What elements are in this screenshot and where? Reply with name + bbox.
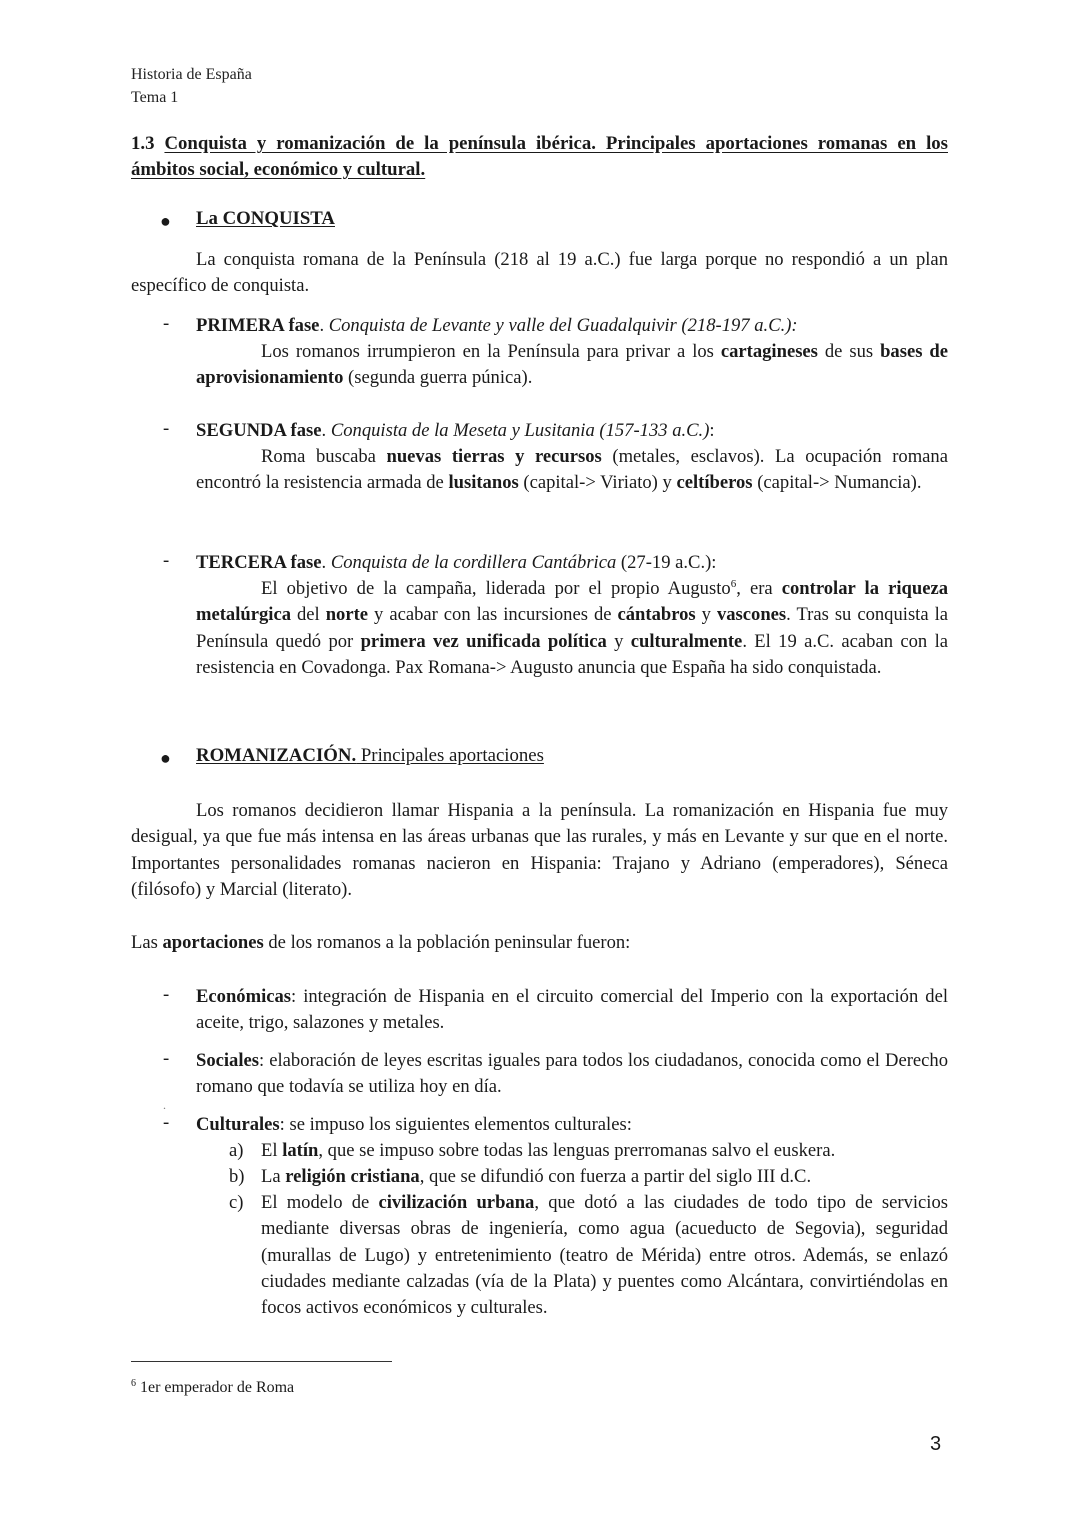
conquista-heading [196,208,335,230]
romanizacion-paragraph: Los romanos decidieron llamar Hispania a la península. La romanización en Hispania fue muy desigual, ya que fue más intensa en las áreas urbanas que las rurales, y más en Levante y sur que en el norte. Importantes personalidades romanas nacieron en Hispania: Trajano y Adriano (emperadores), Séneca (filósofo) y Marcial (literato). [131,800,948,900]
phase-1-subtitle: Conquista de Levante y valle del Guadalquivir (218-197 a.C.): [328,315,798,336]
phase-3-label: TERCERA fase [196,552,322,573]
dash-marker: - [163,1048,170,1069]
aportacion-economicas: Económicas: integración de Hispania en el circuito comercial del Imperio con la exportación del aceite, trigo, salazones y metales. [196,986,948,1034]
subitem-civilizacion: El modelo de civilización urbana, que dotó a las ciudades de todo tipo de servicios mediante diversas obras de ingeniería, como agua (acueducto de Segovia), seguridad (murallas de Lugo) y entretenimiento (teatro de Mérida) entre otros. Además, se enlazó ciudades mediante calzadas (vía de la Plata) y puentes como Alcántara, convirtiéndolas en focos activos económicos y culturales. [261,1192,949,1319]
phase-1-label: PRIMERA fase [196,315,320,336]
subitem-marker-c: c) [229,1192,244,1213]
dash-marker: - [163,984,170,1005]
subitem-latin: El latín, que se impuso sobre todas las lenguas prerromanas salvo el euskera. [261,1140,836,1161]
dash-marker: - [163,1112,170,1133]
section-title-text: Conquista y romanización de la península ibérica. Principales aportaciones romanas en los ámbitos social, económico y cultural. [131,133,948,180]
footnote [131,1374,294,1398]
footnote-ref[interactable]: 6 [730,578,737,590]
phase-2-subtitle: Conquista de la Meseta y Lusitania (157-133 a.C.) [330,420,710,441]
phase-2-text: Roma buscaba nuevas tierras y recursos (metales, esclavos). La ocupación romana encontró la resistencia armada de lusitanos (capital-> Viriato) y celtíberos (capital-> Numancia). [196,446,948,494]
footnote-text: 1er emperador de Roma [136,1379,295,1396]
phase-1-text: Los romanos irrumpieron en la Península para privar a los cartagineses de sus bases de aprovisionamiento (segunda guerra púnica). [196,341,948,389]
dash-marker: - [163,550,170,571]
romanizacion-heading [196,745,544,767]
aportacion-sociales: Sociales: elaboración de leyes escritas iguales para todos los ciudadanos, conocida como el Derecho romano que todavía se utiliza hoy en día. [196,1050,948,1098]
section-number: 1.3 [131,133,155,154]
romanizacion-heading-bold: ROMANIZACIÓN. [196,745,357,766]
subitem-religion: La religión cristiana, que se difundió con fuerza a partir del siglo III d.C. [261,1166,812,1187]
subitem-marker-a: a) [229,1140,244,1161]
page-number: 3 [930,1433,942,1455]
conquista-intro: La conquista romana de la Península (218 al 19 a.C.) fue larga porque no respondió a un plan específico de conquista. [131,249,948,297]
phase-3-text: El objetivo de la campaña, liderada por el propio Augusto$^6$, era controlar la riqueza metalúrgica del norte y acabar con las incursiones de cántabros y vascones. Tras su conquista la Península quedó por primera vez unificada política y culturalmente. El 19 a.C. acaban con la resistencia en Covadonga. Pax Romana-> Augusto anuncia que España ha sido conquistada. [196,578,949,678]
section-title [131,131,948,183]
phase-2-title: SEGUNDA fase. Conquista de la Meseta y Lusitania (157-133 a.C.): [196,420,715,441]
subitem-marker-b: b) [229,1166,245,1187]
document-header-unit: Tema 1 [131,89,179,106]
aportaciones-intro: Las aportaciones de los romanos a la población peninsular fueron: [131,932,631,953]
stray-dot: . [163,1098,166,1112]
phase-2-label: SEGUNDA fase [196,420,322,441]
footnote-number: 6 [131,1378,136,1389]
dash-marker: - [163,313,170,334]
bullet-icon: ● [160,211,171,231]
bullet-icon: ● [160,748,171,768]
document-header-subject: Historia de España [131,66,252,83]
footnote-separator [131,1361,392,1362]
dash-marker: - [163,418,170,439]
aportacion-culturales: Culturales: se impuso los siguientes elementos culturales: [196,1114,632,1135]
phase-3-subtitle: Conquista de la cordillera Cantábrica [330,552,617,573]
romanizacion-heading-rest: Principales aportaciones [356,745,544,766]
conquista-heading-text: La CONQUISTA [196,208,335,229]
phase-3-title: TERCERA fase. Conquista de la cordillera Cantábrica (27-19 a.C.): [196,552,717,573]
phase-1-title: PRIMERA fase. Conquista de Levante y valle del Guadalquivir (218-197 a.C.): [196,315,798,336]
